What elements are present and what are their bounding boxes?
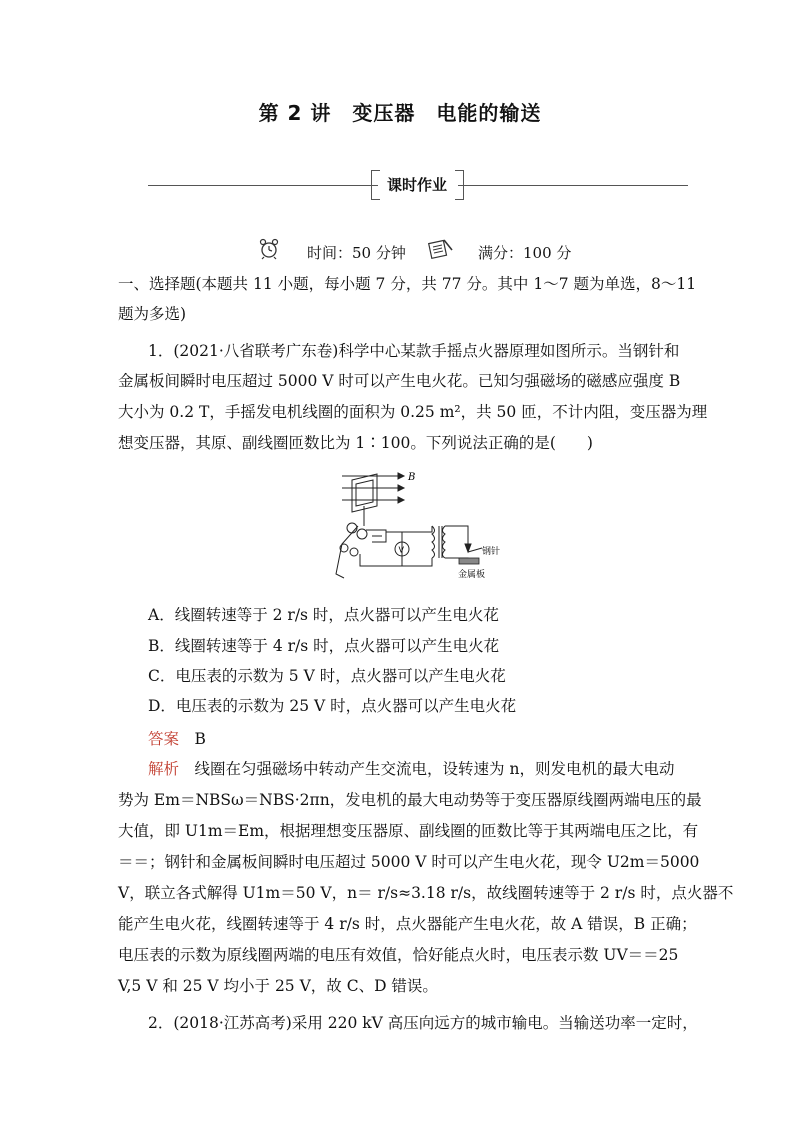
score-label: 满分：100 分 (478, 244, 572, 262)
field-label-b: B (408, 472, 416, 483)
igniter-circuit-diagram (322, 466, 522, 584)
answer-label: 答案 (148, 730, 180, 748)
q2-line-1: 2．(2018·江苏高考)采用 220 kV 高压向远方的城市输电。当输送功率一定时， (148, 1014, 698, 1032)
needle-label: 钢针 (482, 547, 501, 557)
analysis-line-5: V，联立各式解得 U1m＝50 V，n＝ r/s≈3.18 r/s，故线圈转速等于 2 r/s 时，点火器不 (118, 884, 734, 902)
analysis-label: 解析 (148, 760, 180, 778)
option-b: B．线圈转速等于 4 r/s 时，点火器可以产生电火花 (148, 637, 500, 655)
section-heading-line-1: 一、选择题(本题共 11 小题，每小题 7 分，共 77 分。其中 1～7 题为单选，8～11 (118, 275, 697, 293)
time-label: 时间：50 分钟 (307, 244, 406, 262)
option-d: D．电压表的示数为 25 V 时，点火器可以产生电火花 (148, 697, 517, 715)
banner-rule-left (148, 185, 378, 186)
answer-value: B (194, 730, 206, 748)
banner-bracket-left (371, 170, 380, 200)
notepad-pencil-icon (428, 238, 454, 264)
q1-line-4: 想变压器，其原、副线圈匝数比为 1∶100。下列说法正确的是( ) (118, 434, 593, 452)
banner-label: 课时作业 (386, 176, 447, 194)
analysis-line-4: ＝＝；钢针和金属板间瞬时电压超过 5000 V 时可以产生电火花，现令 U2m＝5000 (118, 853, 700, 871)
plate-label: 金属板 (458, 570, 486, 580)
analysis-line-6: 能产生电火花，线圈转速等于 4 r/s 时，点火器能产生电火花，故 A 错误，B 正确； (118, 915, 697, 933)
voltmeter-label: V (398, 545, 404, 555)
answer-line (148, 727, 206, 749)
q1-line-3: 大小为 0.2 T，手摇发电机线圈的面积为 0.25 m²，共 50 匝，不计内阻，变压器为理 (118, 403, 708, 421)
analysis-line-7: 电压表的示数为原线圈两端的电压有效值，恰好能点火时，电压表示数 UV＝＝25 (118, 946, 679, 964)
banner-rule-right (458, 185, 688, 186)
section-banner (118, 168, 682, 202)
section-heading-line-2: 题为多选) (118, 305, 187, 323)
analysis-line-3: 大值，即 U1m＝Em，根据理想变压器原、副线圈的匝数比等于其两端电压之比，有 (118, 822, 699, 840)
q1-line-1: 1．(2021·八省联考广东卷)科学中心某款手摇点火器原理如图所示。当钢针和 (148, 342, 680, 360)
option-c: C．电压表的示数为 5 V 时，点火器可以产生电火花 (148, 667, 506, 685)
analysis-line-8: V,5 V 和 25 V 均小于 25 V，故 C、D 错误。 (118, 977, 438, 995)
metal-plate (459, 558, 479, 564)
time-score-bar (0, 236, 800, 266)
analysis-line-1 (148, 754, 714, 784)
analysis-line-2: 势为 Em＝NBSω＝NBS·2πn，发电机的最大电动势等于变压器原线圈两端电压的最 (118, 791, 702, 809)
page-title: 第 2 讲 变压器 电能的输送 (258, 101, 542, 125)
alarm-clock-icon (258, 238, 280, 264)
analysis-text-1: 线圈在匀强磁场中转动产生交流电，设转速为 n，则发电机的最大电动 (194, 760, 675, 778)
q1-line-2: 金属板间瞬时电压超过 5000 V 时可以产生电火花。已知匀强磁场的磁感应强度 B (118, 372, 681, 390)
option-a: A．线圈转速等于 2 r/s 时，点火器可以产生电火花 (148, 606, 499, 624)
